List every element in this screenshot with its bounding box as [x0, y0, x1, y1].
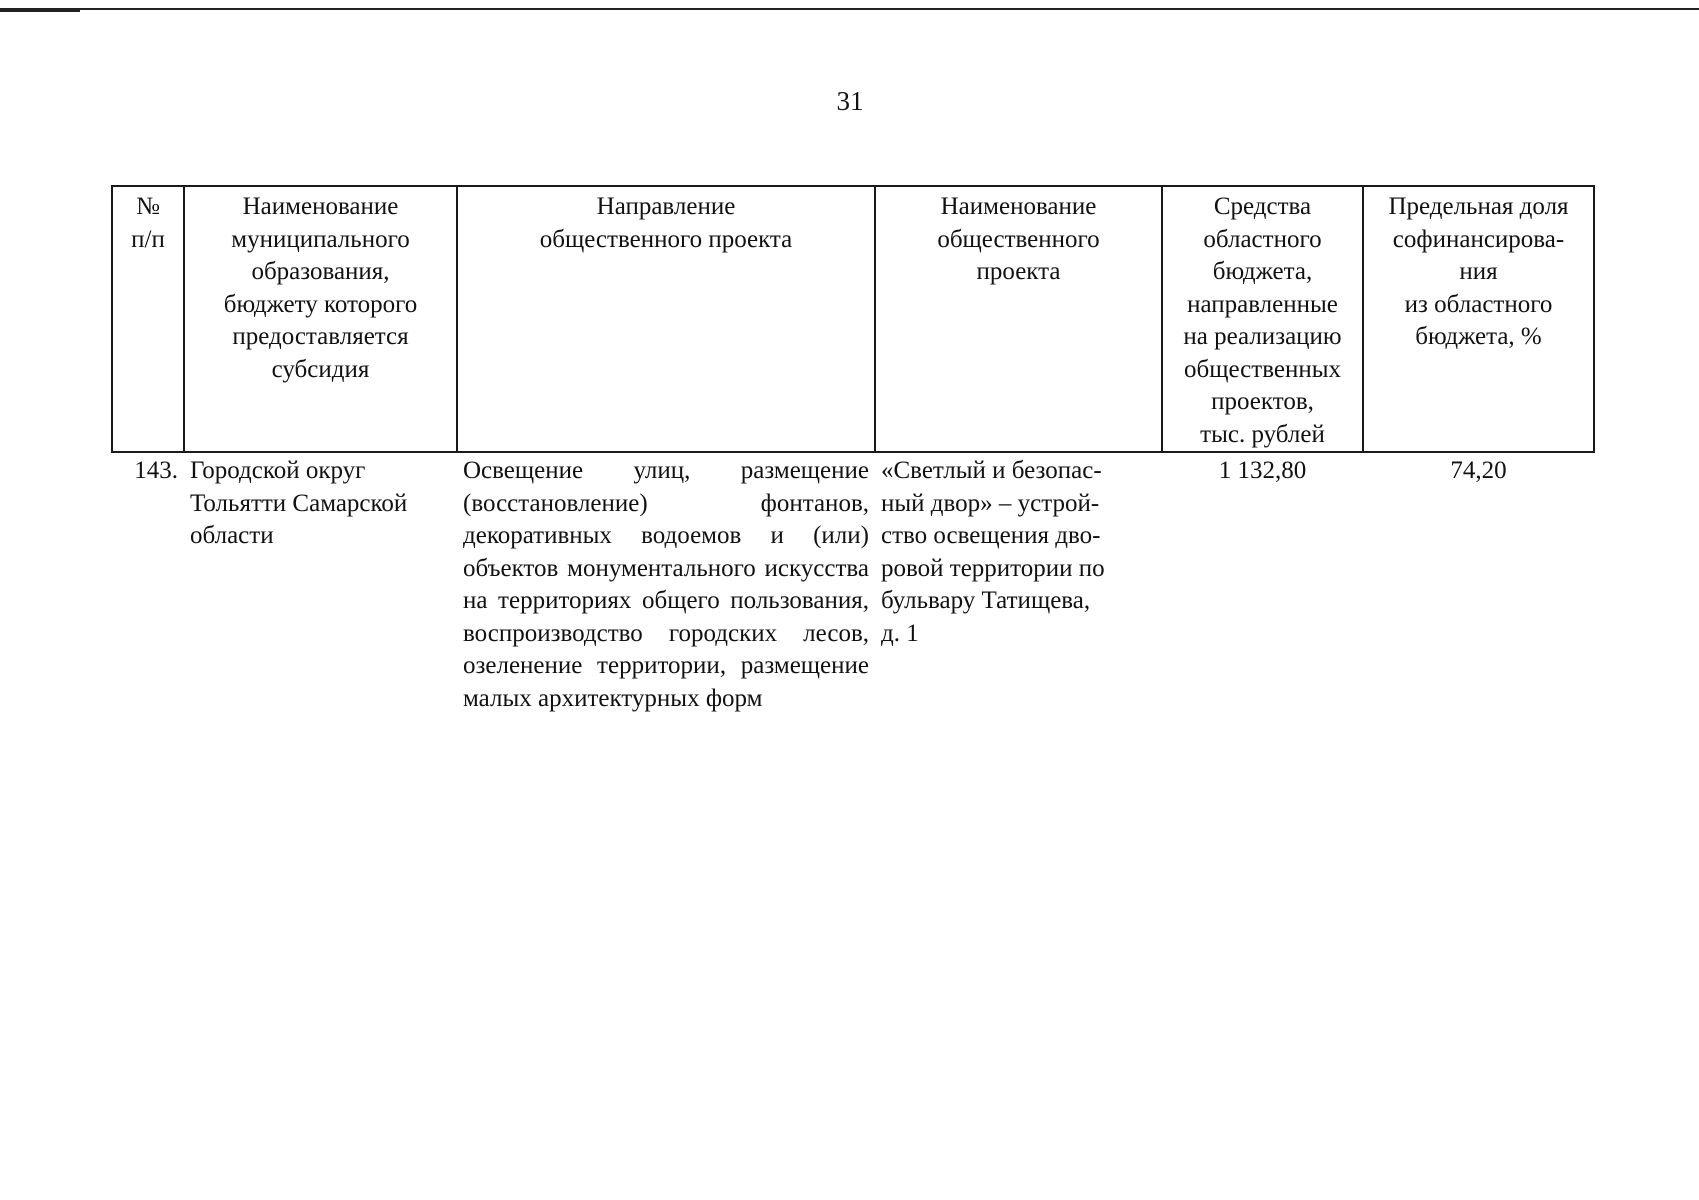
table-body	[112, 452, 1594, 715]
header-cofinancing-share: Предельная доля софинансирова- ния из областного бюджета, %	[1363, 186, 1594, 452]
header-row	[112, 186, 1594, 452]
header-municipality: Наименование муниципального образования, бюджету которого предоставляется субсидия	[184, 186, 457, 452]
row-regional-funds: 1 132,80	[1218, 457, 1307, 484]
row-number: 143.	[134, 457, 178, 484]
header-direction: Направление общественного проекта	[457, 186, 875, 452]
row-cofinancing-share: 74,20	[1450, 457, 1507, 484]
table-header	[112, 186, 1594, 452]
row-project-name: «Светлый и безопас- ный двор» – устрой- ство освещения дво- ровой территории по бульвару Татищева, д. 1	[881, 457, 1105, 647]
scan-top-border	[0, 8, 1699, 10]
row-municipality: Городской округ Тольятти Самарской области	[190, 457, 408, 549]
scan-top-border-mark	[0, 10, 80, 12]
table-row	[112, 452, 1594, 715]
page-number: 31	[836, 86, 864, 116]
row-direction: Освещение улиц, размещение (восстановление) фонтанов, декоративных водоемов и (или) объектов монументального искусства на территориях общего пользования, воспроизводство городских лесов, озеленение территории, размещение малых архитектурных форм	[463, 457, 869, 712]
header-project-name: Наименование общественного проекта	[875, 186, 1162, 452]
header-number: № п/п	[112, 186, 184, 452]
subsidy-table	[111, 185, 1595, 715]
header-regional-funds: Средства областного бюджета, направленные на реализацию общественных проектов, тыс. рублей	[1162, 186, 1363, 452]
